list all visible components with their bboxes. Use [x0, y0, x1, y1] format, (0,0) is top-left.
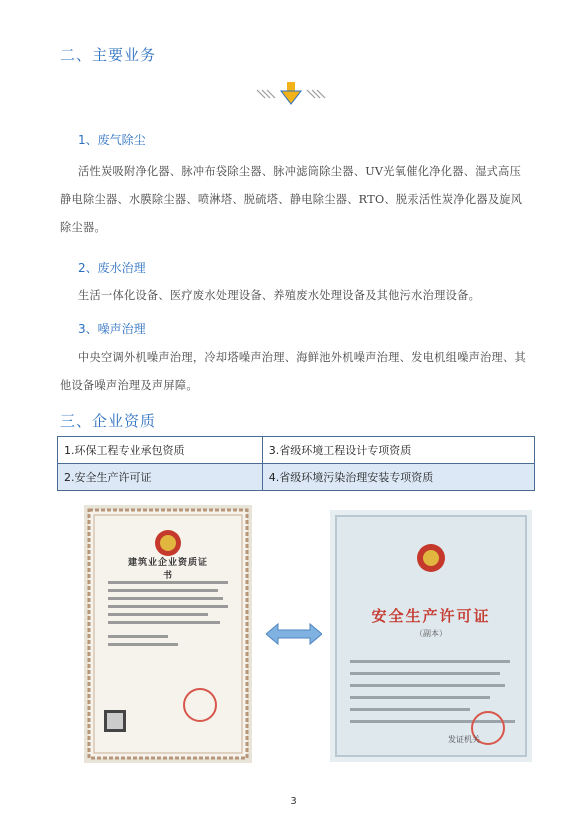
table-cell: 1.环保工程专业承包资质	[58, 437, 263, 464]
table-cell: 3.省级环境工程设计专项资质	[262, 437, 534, 464]
table-cell: 2.安全生产许可证	[58, 464, 263, 491]
double-chevron-down-icon	[255, 80, 335, 106]
item-text-waste-gas: 活性炭吸附净化器、脉冲布袋除尘器、脉冲滤筒除尘器、UV光氧催化净化器、湿式高压静电除尘器、水膜除尘器、喷淋塔、脱硫塔、静电除尘器、RTO、脱汞活性炭净化器及旋风除尘器。	[60, 165, 523, 234]
certificate-issuer: 发证机关	[448, 735, 480, 744]
item-text-noise: 中央空调外机噪声治理，冷却塔噪声治理、海鲜池外机噪声治理、发电机组噪声治理、其他设备噪声治理及声屏障。	[60, 351, 527, 392]
certificate-construction-qualification	[84, 505, 252, 763]
certificate-subtitle: （副本）	[415, 629, 447, 638]
table-row	[58, 437, 535, 464]
item-title-waste-gas: 1、废气除尘	[78, 133, 146, 147]
item-text-waste-water: 生活一体化设备、医疗废水处理设备、养殖废水处理设备及其他污水治理设备。	[78, 289, 481, 302]
certificate-safety-production-license	[330, 510, 532, 762]
certificate-title: 安全生产许可证	[371, 607, 491, 625]
table-row	[58, 464, 535, 491]
item-title-noise: 3、噪声治理	[78, 322, 146, 336]
item-title-waste-water: 2、废水治理	[78, 261, 146, 275]
page-number: 3	[290, 796, 297, 807]
section-heading-main-business: 二、主要业务	[60, 46, 157, 64]
certificate-title: 建筑业企业资质证书	[127, 558, 208, 581]
certificate-image	[84, 505, 252, 763]
table-cell: 4.省级环境污染治理安装专项资质	[262, 464, 534, 491]
section-heading-qualifications: 三、企业资质	[60, 412, 157, 430]
qualification-table	[57, 436, 535, 491]
double-arrow-icon	[266, 622, 322, 646]
